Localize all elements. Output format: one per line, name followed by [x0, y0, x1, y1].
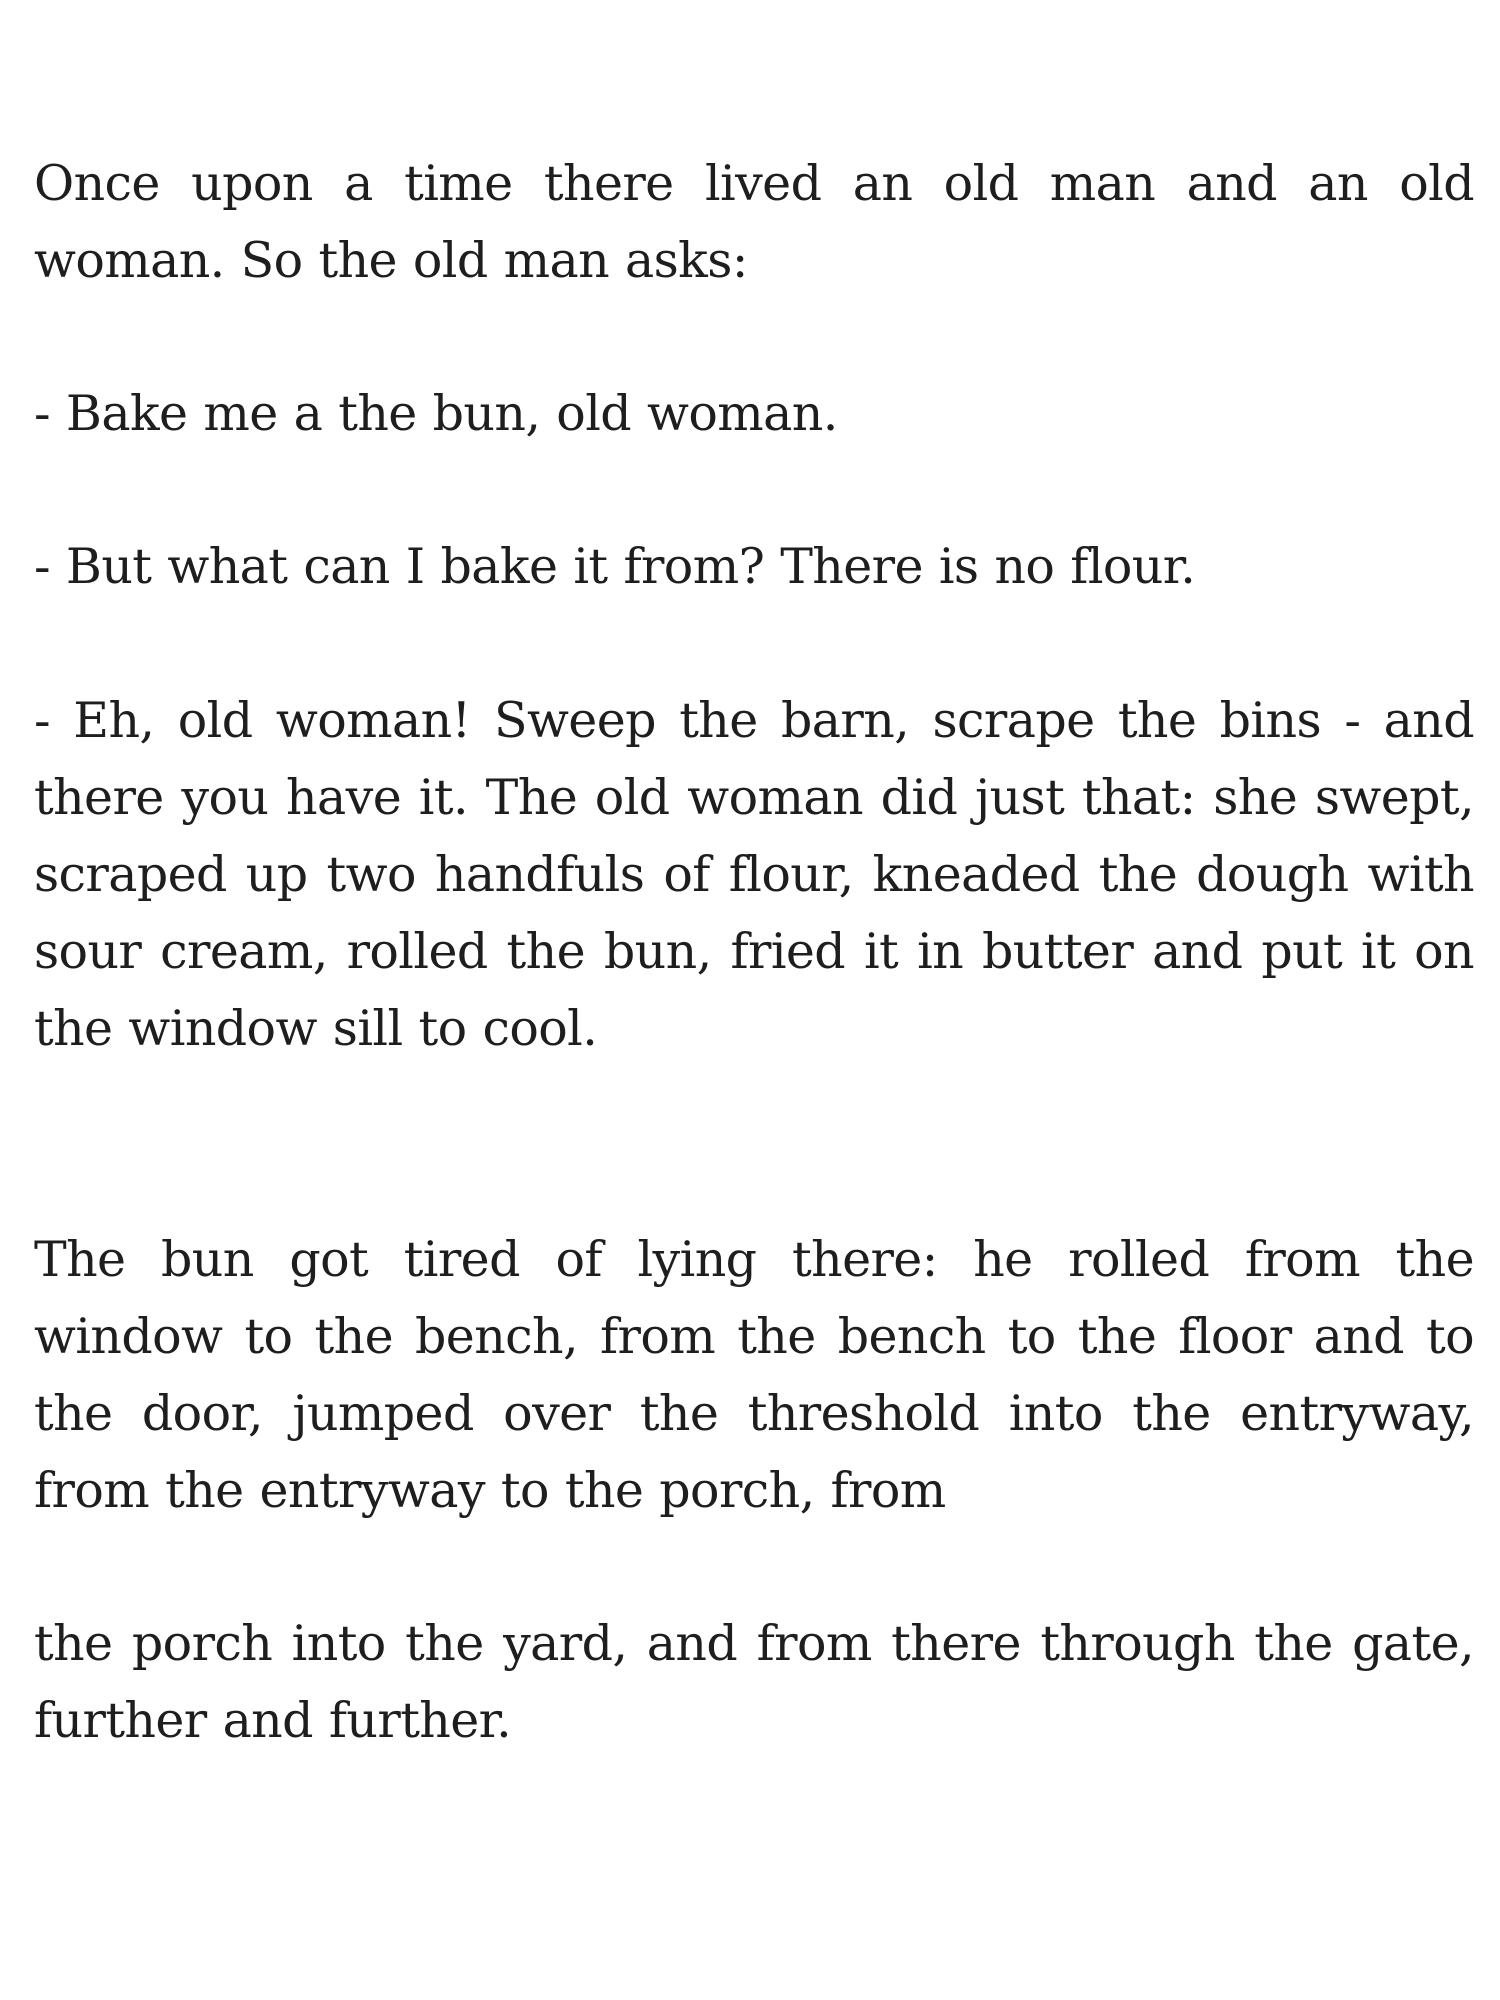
- paragraph-4: - Eh, old woman! Sweep the barn, scrape the bins - and there you have it. The old woman did just that: she swept, scraped up two handfuls of flour, kneaded the dough with sour cream, rolled the bun, fried it in butter and put it on the window sill to cool.: [34, 692, 1474, 1057]
- paragraph-1: Once upon a time there lived an old man and an old woman. So the old man asks:: [34, 155, 1474, 289]
- paragraph-5: The bun got tired of lying there: he rolled from the window to the bench, from the bench to the floor and to the door, jumped over the threshold into the entryway, from the entryway to the porch, from: [34, 1231, 1474, 1519]
- paragraph-3: - But what can I bake it from? There is no flour.: [34, 538, 1196, 595]
- paragraph-6: the porch into the yard, and from there through the gate, further and further.: [34, 1615, 1474, 1749]
- paragraph-2: - Bake me a the bun, old woman.: [34, 385, 838, 442]
